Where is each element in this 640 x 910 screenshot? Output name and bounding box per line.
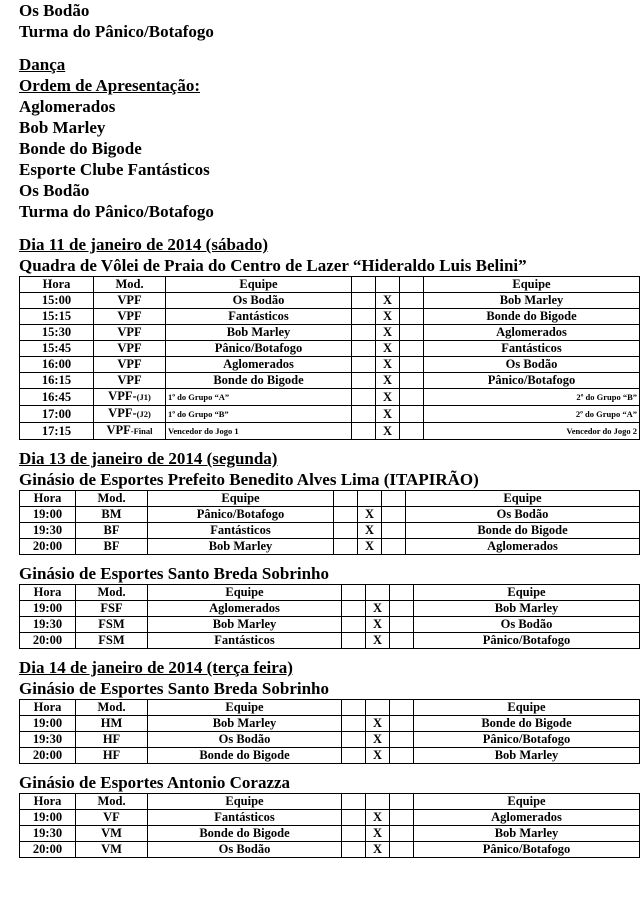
versus-cell: X bbox=[366, 716, 390, 732]
column-header: Equipe bbox=[414, 585, 640, 601]
table-row bbox=[20, 748, 640, 764]
modality-suffix: (J2) bbox=[136, 409, 151, 419]
table-row bbox=[20, 406, 640, 423]
modality-cell bbox=[94, 406, 166, 423]
column-header: Equipe bbox=[166, 277, 352, 293]
team-b-cell: Pânico/Botafogo bbox=[414, 842, 640, 858]
day2-venue: Ginásio de Esportes Prefeito Benedito Alves Lima (ITAPIRÃO) bbox=[19, 470, 479, 489]
spacer-cell bbox=[390, 716, 414, 732]
time-cell: 20:00 bbox=[20, 539, 76, 555]
column-header: Equipe bbox=[148, 585, 342, 601]
day1-date: Dia 11 de janeiro de 2014 (sábado) bbox=[19, 235, 269, 254]
modality-code: BM bbox=[101, 507, 122, 521]
modality-cell bbox=[76, 826, 148, 842]
spacer-cell bbox=[382, 523, 406, 539]
time-cell: 20:00 bbox=[20, 748, 76, 764]
team-a-cell: Bonde do Bigode bbox=[166, 373, 352, 389]
spacer-cell bbox=[342, 748, 366, 764]
team-b-cell: Bob Marley bbox=[424, 293, 640, 309]
header-row bbox=[20, 700, 640, 716]
team-b-cell: Fantásticos bbox=[424, 341, 640, 357]
spacer-cell bbox=[352, 423, 376, 440]
modality-cell bbox=[94, 423, 166, 440]
table-row bbox=[20, 601, 640, 617]
time-cell: 16:00 bbox=[20, 357, 94, 373]
day3-venue: Ginásio de Esportes Santo Breda Sobrinho bbox=[19, 679, 330, 698]
spacer-cell bbox=[352, 293, 376, 309]
team-a-cell: Bob Marley bbox=[148, 716, 342, 732]
table-row bbox=[20, 732, 640, 748]
spacer-cell bbox=[390, 748, 414, 764]
team-a-cell: Fantásticos bbox=[148, 523, 334, 539]
team-a-cell: Aglomerados bbox=[148, 601, 342, 617]
day3-date: Dia 14 de janeiro de 2014 (terça feira) bbox=[19, 658, 293, 677]
modality-cell bbox=[94, 293, 166, 309]
spacer-cell bbox=[342, 842, 366, 858]
intro-line: Turma do Pânico/Botafogo bbox=[19, 22, 214, 41]
modality-suffix: -Final bbox=[130, 426, 153, 436]
team-a-cell: Os Bodão bbox=[148, 842, 342, 858]
table-row bbox=[20, 341, 640, 357]
spacer-cell bbox=[352, 406, 376, 423]
modality-cell bbox=[76, 748, 148, 764]
versus-cell: X bbox=[358, 523, 382, 539]
modality-code: VPF bbox=[117, 341, 142, 355]
versus-cell: X bbox=[366, 633, 390, 649]
table-row bbox=[20, 293, 640, 309]
team-b-cell: Pânico/Botafogo bbox=[424, 373, 640, 389]
column-header bbox=[390, 794, 414, 810]
schedule-table-day2b bbox=[19, 584, 640, 649]
header-row bbox=[20, 277, 640, 293]
modality-code: VM bbox=[101, 826, 122, 840]
header-row bbox=[20, 585, 640, 601]
versus-cell: X bbox=[376, 293, 400, 309]
schedule-table-day3b bbox=[19, 793, 640, 858]
team-a-cell: Fantásticos bbox=[148, 810, 342, 826]
modality-code: VF bbox=[103, 810, 120, 824]
column-header bbox=[366, 794, 390, 810]
modality-cell bbox=[94, 373, 166, 389]
header-row bbox=[20, 491, 640, 507]
team-a-cell: Pânico/Botafogo bbox=[148, 507, 334, 523]
table-row bbox=[20, 633, 640, 649]
column-header bbox=[366, 585, 390, 601]
spacer-cell bbox=[400, 341, 424, 357]
day3b-venue: Ginásio de Esportes Antonio Corazza bbox=[19, 773, 291, 792]
danca-subtitle: Ordem de Apresentação: bbox=[19, 76, 200, 95]
spacer-cell bbox=[342, 601, 366, 617]
team-a-cell: 1º do Grupo “B” bbox=[166, 406, 352, 423]
schedule-table-day3 bbox=[19, 699, 640, 764]
column-header: Equipe bbox=[424, 277, 640, 293]
table-row bbox=[20, 389, 640, 406]
time-cell: 15:15 bbox=[20, 309, 94, 325]
team-b-cell: Bonde do Bigode bbox=[424, 309, 640, 325]
time-cell: 20:00 bbox=[20, 633, 76, 649]
modality-cell bbox=[76, 601, 148, 617]
schedule-table bbox=[19, 490, 640, 555]
column-header: Equipe bbox=[414, 794, 640, 810]
column-header: Equipe bbox=[406, 491, 640, 507]
danca-item: Aglomerados bbox=[19, 97, 116, 116]
versus-cell: X bbox=[376, 373, 400, 389]
team-b-cell: Pânico/Botafogo bbox=[414, 633, 640, 649]
spacer-cell bbox=[342, 732, 366, 748]
spacer-cell bbox=[334, 507, 358, 523]
team-a-cell: Vencedor do Jogo 1 bbox=[166, 423, 352, 440]
modality-code: VPF bbox=[117, 325, 142, 339]
time-cell: 19:30 bbox=[20, 732, 76, 748]
column-header bbox=[390, 585, 414, 601]
versus-cell: X bbox=[376, 341, 400, 357]
column-header: Hora bbox=[20, 794, 76, 810]
spacer-cell bbox=[400, 373, 424, 389]
schedule-table-day2 bbox=[19, 490, 640, 555]
team-b-cell: Os Bodão bbox=[414, 617, 640, 633]
team-a-cell: Bob Marley bbox=[148, 617, 342, 633]
team-a-cell: 1º do Grupo “A” bbox=[166, 389, 352, 406]
time-cell: 19:30 bbox=[20, 617, 76, 633]
team-b-cell: Bob Marley bbox=[414, 826, 640, 842]
table-row bbox=[20, 523, 640, 539]
spacer-cell bbox=[400, 406, 424, 423]
spacer-cell bbox=[342, 617, 366, 633]
team-a-cell: Pânico/Botafogo bbox=[166, 341, 352, 357]
modality-suffix: (J1) bbox=[136, 392, 151, 402]
team-b-cell: Os Bodão bbox=[406, 507, 640, 523]
modality-cell bbox=[94, 341, 166, 357]
danca-item: Bonde do Bigode bbox=[19, 139, 142, 158]
modality-cell bbox=[76, 507, 148, 523]
modality-cell bbox=[76, 539, 148, 555]
team-a-cell: Fantásticos bbox=[166, 309, 352, 325]
table-row bbox=[20, 810, 640, 826]
modality-cell bbox=[76, 523, 148, 539]
spacer-cell bbox=[352, 341, 376, 357]
versus-cell: X bbox=[376, 389, 400, 406]
time-cell: 15:30 bbox=[20, 325, 94, 341]
day2b-venue: Ginásio de Esportes Santo Breda Sobrinho bbox=[19, 564, 330, 583]
team-b-cell: 2º do Grupo “B” bbox=[424, 389, 640, 406]
schedule-table bbox=[19, 276, 640, 440]
column-header: Mod. bbox=[76, 700, 148, 716]
column-header bbox=[376, 277, 400, 293]
team-a-cell: Bonde do Bigode bbox=[148, 826, 342, 842]
versus-cell: X bbox=[358, 539, 382, 555]
modality-cell bbox=[76, 810, 148, 826]
column-header: Hora bbox=[20, 277, 94, 293]
table-row bbox=[20, 826, 640, 842]
modality-cell bbox=[76, 617, 148, 633]
table-row bbox=[20, 423, 640, 440]
spacer-cell bbox=[400, 325, 424, 341]
versus-cell: X bbox=[366, 826, 390, 842]
column-header bbox=[382, 491, 406, 507]
intro-line: Os Bodão bbox=[19, 1, 90, 20]
team-b-cell: Aglomerados bbox=[414, 810, 640, 826]
modality-cell bbox=[94, 309, 166, 325]
team-b-cell: Aglomerados bbox=[424, 325, 640, 341]
time-cell: 15:00 bbox=[20, 293, 94, 309]
header-row bbox=[20, 794, 640, 810]
modality-code: VPF bbox=[117, 357, 142, 371]
modality-code: VPF bbox=[106, 423, 131, 437]
schedule-table bbox=[19, 584, 640, 649]
time-cell: 19:30 bbox=[20, 523, 76, 539]
team-b-cell: 2º do Grupo “A” bbox=[424, 406, 640, 423]
spacer-cell bbox=[352, 373, 376, 389]
spacer-cell bbox=[390, 601, 414, 617]
danca-item: Bob Marley bbox=[19, 118, 106, 137]
time-cell: 16:45 bbox=[20, 389, 94, 406]
table-row bbox=[20, 325, 640, 341]
versus-cell: X bbox=[376, 309, 400, 325]
spacer-cell bbox=[352, 325, 376, 341]
spacer-cell bbox=[400, 357, 424, 373]
schedule-table-day1 bbox=[19, 276, 640, 440]
table-row bbox=[20, 842, 640, 858]
column-header bbox=[400, 277, 424, 293]
team-a-cell: Os Bodão bbox=[166, 293, 352, 309]
time-cell: 15:45 bbox=[20, 341, 94, 357]
danca-item: Os Bodão bbox=[19, 181, 90, 200]
versus-cell: X bbox=[376, 357, 400, 373]
time-cell: 19:30 bbox=[20, 826, 76, 842]
day1-venue: Quadra de Vôlei de Praia do Centro de Lazer “Hideraldo Luis Belini” bbox=[19, 256, 527, 275]
time-cell: 16:15 bbox=[20, 373, 94, 389]
spacer-cell bbox=[382, 507, 406, 523]
day2-date: Dia 13 de janeiro de 2014 (segunda) bbox=[19, 449, 278, 468]
danca-item: Turma do Pânico/Botafogo bbox=[19, 202, 214, 221]
column-header: Equipe bbox=[148, 794, 342, 810]
spacer-cell bbox=[400, 423, 424, 440]
modality-cell bbox=[76, 732, 148, 748]
column-header: Equipe bbox=[148, 700, 342, 716]
modality-code: FSF bbox=[100, 601, 123, 615]
modality-cell bbox=[76, 842, 148, 858]
modality-cell bbox=[76, 633, 148, 649]
team-a-cell: Bonde do Bigode bbox=[148, 748, 342, 764]
time-cell: 19:00 bbox=[20, 601, 76, 617]
column-header bbox=[342, 700, 366, 716]
team-b-cell: Pânico/Botafogo bbox=[414, 732, 640, 748]
spacer-cell bbox=[334, 539, 358, 555]
modality-code: HM bbox=[100, 716, 123, 730]
table-row bbox=[20, 309, 640, 325]
time-cell: 19:00 bbox=[20, 716, 76, 732]
table-row bbox=[20, 539, 640, 555]
danca-title: Dança bbox=[19, 55, 66, 74]
spacer-cell bbox=[390, 842, 414, 858]
modality-code: BF bbox=[103, 523, 120, 537]
modality-code: FSM bbox=[98, 633, 125, 647]
team-a-cell: Aglomerados bbox=[166, 357, 352, 373]
column-header bbox=[342, 794, 366, 810]
team-a-cell: Fantásticos bbox=[148, 633, 342, 649]
team-b-cell: Vencedor do Jogo 2 bbox=[424, 423, 640, 440]
table-row bbox=[20, 617, 640, 633]
column-header: Equipe bbox=[148, 491, 334, 507]
spacer-cell bbox=[334, 523, 358, 539]
spacer-cell bbox=[390, 732, 414, 748]
spacer-cell bbox=[352, 309, 376, 325]
modality-cell bbox=[94, 357, 166, 373]
schedule-table bbox=[19, 793, 640, 858]
modality-code: VPF bbox=[117, 373, 142, 387]
column-header: Hora bbox=[20, 700, 76, 716]
column-header bbox=[366, 700, 390, 716]
table-row bbox=[20, 507, 640, 523]
time-cell: 17:15 bbox=[20, 423, 94, 440]
time-cell: 19:00 bbox=[20, 507, 76, 523]
spacer-cell bbox=[342, 716, 366, 732]
column-header: Mod. bbox=[76, 794, 148, 810]
spacer-cell bbox=[352, 389, 376, 406]
modality-code: VM bbox=[101, 842, 122, 856]
versus-cell: X bbox=[366, 617, 390, 633]
versus-cell: X bbox=[376, 406, 400, 423]
team-b-cell: Bonde do Bigode bbox=[414, 716, 640, 732]
modality-code: VPF bbox=[117, 293, 142, 307]
team-b-cell: Bob Marley bbox=[414, 748, 640, 764]
column-header: Mod. bbox=[76, 585, 148, 601]
spacer-cell bbox=[390, 633, 414, 649]
column-header bbox=[390, 700, 414, 716]
time-cell: 17:00 bbox=[20, 406, 94, 423]
team-b-cell: Os Bodão bbox=[424, 357, 640, 373]
versus-cell: X bbox=[366, 810, 390, 826]
modality-code: HF bbox=[102, 732, 121, 746]
modality-code: HF bbox=[102, 748, 121, 762]
time-cell: 20:00 bbox=[20, 842, 76, 858]
versus-cell: X bbox=[366, 748, 390, 764]
team-a-cell: Bob Marley bbox=[166, 325, 352, 341]
modality-code: FSM bbox=[98, 617, 125, 631]
column-header bbox=[334, 491, 358, 507]
team-a-cell: Bob Marley bbox=[148, 539, 334, 555]
versus-cell: X bbox=[358, 507, 382, 523]
column-header: Mod. bbox=[76, 491, 148, 507]
spacer-cell bbox=[342, 826, 366, 842]
modality-code: VPF- bbox=[108, 406, 137, 420]
spacer-cell bbox=[390, 810, 414, 826]
table-row bbox=[20, 357, 640, 373]
table-row bbox=[20, 716, 640, 732]
modality-code: VPF bbox=[117, 309, 142, 323]
modality-code: BF bbox=[103, 539, 120, 553]
spacer-cell bbox=[400, 389, 424, 406]
versus-cell: X bbox=[366, 732, 390, 748]
team-b-cell: Aglomerados bbox=[406, 539, 640, 555]
modality-code: VPF- bbox=[108, 389, 137, 403]
danca-item: Esporte Clube Fantásticos bbox=[19, 160, 210, 179]
team-a-cell: Os Bodão bbox=[148, 732, 342, 748]
column-header: Hora bbox=[20, 491, 76, 507]
team-b-cell: Bonde do Bigode bbox=[406, 523, 640, 539]
spacer-cell bbox=[390, 826, 414, 842]
column-header bbox=[342, 585, 366, 601]
modality-cell bbox=[94, 325, 166, 341]
spacer-cell bbox=[342, 810, 366, 826]
table-row bbox=[20, 373, 640, 389]
spacer-cell bbox=[400, 293, 424, 309]
modality-cell bbox=[94, 389, 166, 406]
versus-cell: X bbox=[376, 325, 400, 341]
versus-cell: X bbox=[376, 423, 400, 440]
column-header: Mod. bbox=[94, 277, 166, 293]
spacer-cell bbox=[342, 633, 366, 649]
modality-cell bbox=[76, 716, 148, 732]
spacer-cell bbox=[400, 309, 424, 325]
column-header: Hora bbox=[20, 585, 76, 601]
column-header: Equipe bbox=[414, 700, 640, 716]
schedule-table bbox=[19, 699, 640, 764]
versus-cell: X bbox=[366, 842, 390, 858]
time-cell: 19:00 bbox=[20, 810, 76, 826]
column-header bbox=[352, 277, 376, 293]
spacer-cell bbox=[390, 617, 414, 633]
column-header bbox=[358, 491, 382, 507]
spacer-cell bbox=[352, 357, 376, 373]
spacer-cell bbox=[382, 539, 406, 555]
team-b-cell: Bob Marley bbox=[414, 601, 640, 617]
versus-cell: X bbox=[366, 601, 390, 617]
